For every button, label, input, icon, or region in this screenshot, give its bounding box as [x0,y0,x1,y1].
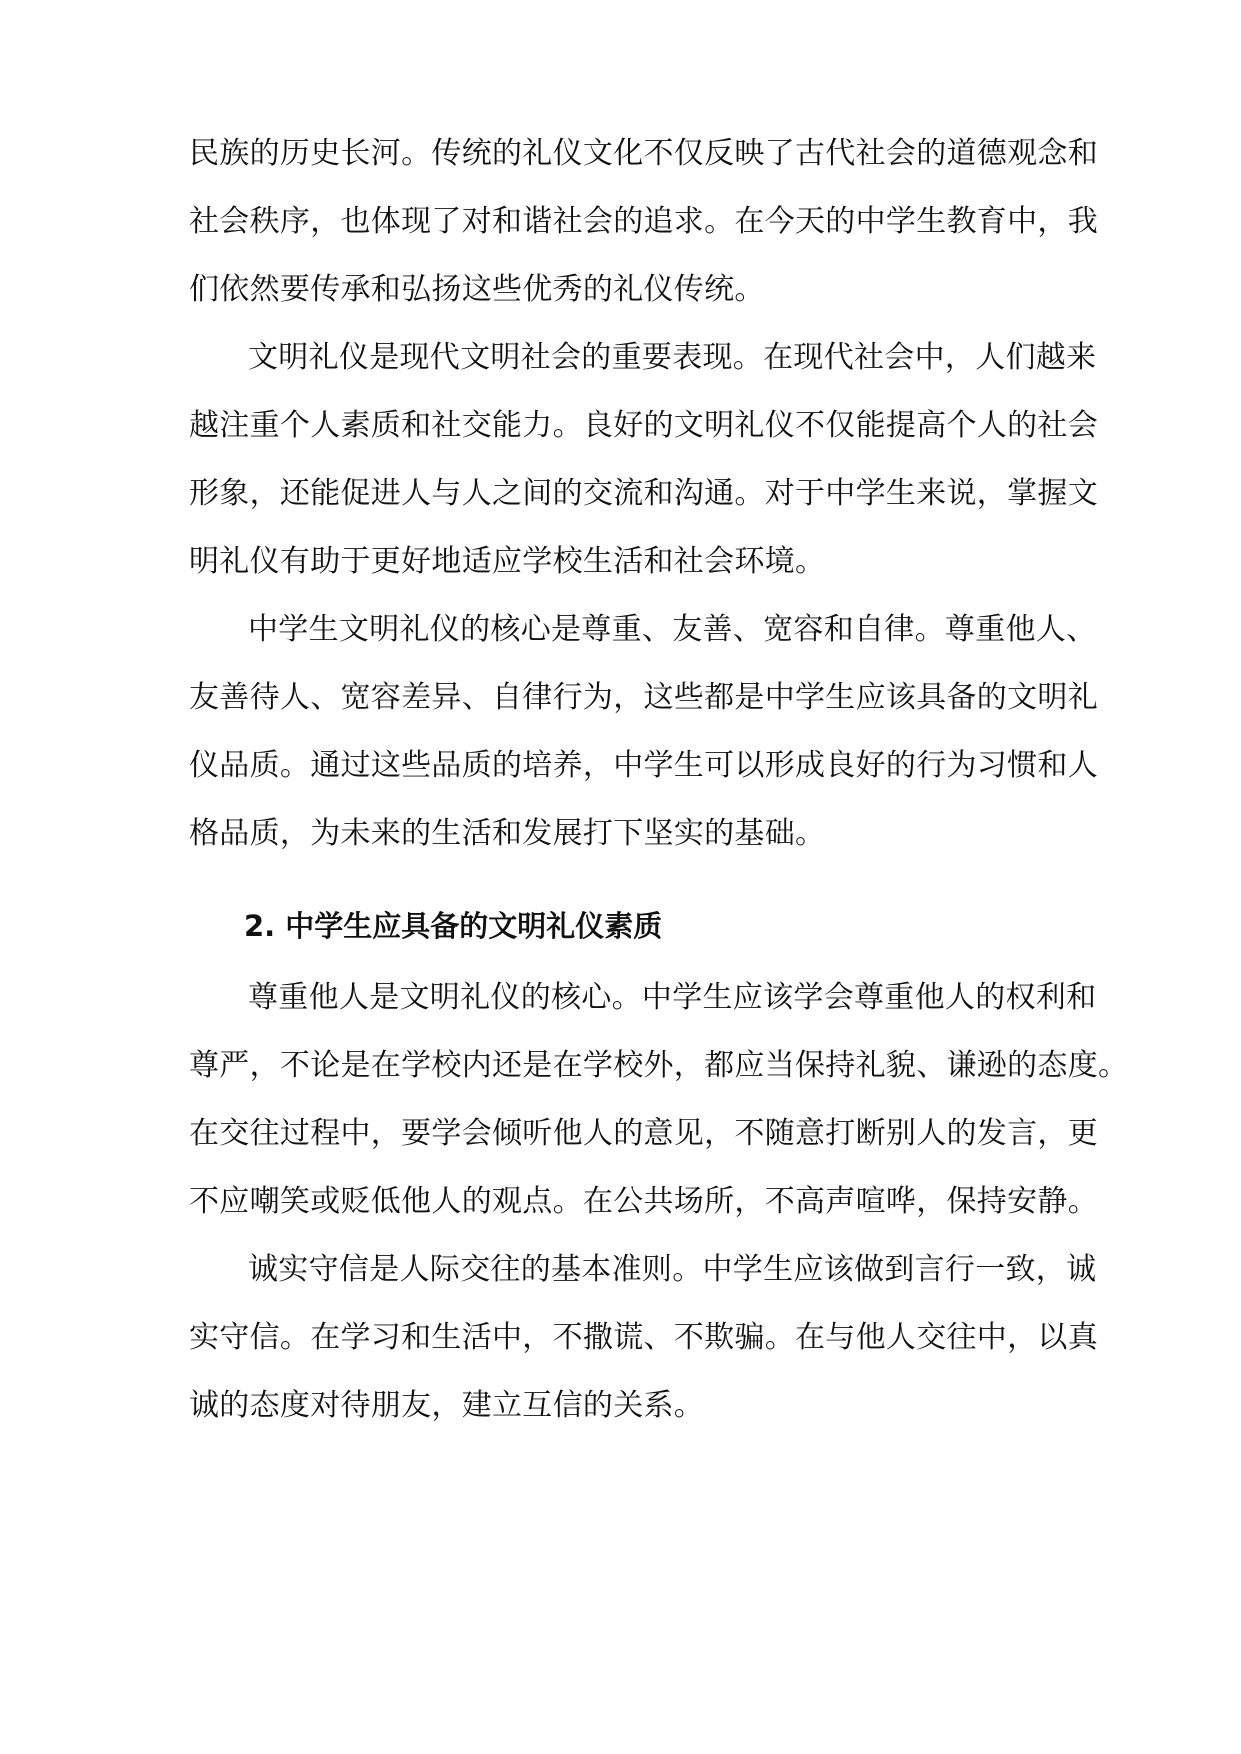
section-paragraph-2-line-1: 诚实守信是人际交往的基本准则。中学生应该做到言行一致，诚 [248,1252,1097,1287]
section-paragraph-1-line-1: 尊重他人是文明礼仪的核心。中学生应该学会尊重他人的权利和 [248,980,1097,1015]
paragraph-1-line-1: 民族的历史长河。传统的礼仪文化不仅反映了古代社会的道德观念和 [189,136,1098,171]
paragraph-3-line-3: 仪品质。通过这些品质的培养，中学生可以形成良好的行为习惯和人 [189,748,1098,783]
paragraph-3-line-2: 友善待人、宽容差异、自律行为，这些都是中学生应该具备的文明礼 [189,680,1098,715]
section-paragraph-2-line-3: 诚的态度对待朋友，建立互信的关系。 [189,1388,705,1423]
section-paragraph-1-line-4: 不应嘲笑或贬低他人的观点。在公共场所，不高声喧哗，保持安静。 [189,1184,1098,1219]
section-paragraph-1-line-3: 在交往过程中，要学会倾听他人的意见，不随意打断别人的发言，更 [189,1116,1098,1151]
paragraph-1-line-3: 们依然要传承和弘扬这些优秀的礼仪传统。 [189,272,765,307]
section-paragraph-1-line-2: 尊严，不论是在学校内还是在学校外，都应当保持礼貌、谦逊的态度。 [189,1048,1129,1083]
section-paragraph-2-line-2: 实守信。在学习和生活中，不撒谎、不欺骗。在与他人交往中，以真 [189,1320,1098,1355]
paragraph-3-line-1: 中学生文明礼仪的核心是尊重、友善、宽容和自律。尊重他人、 [248,612,1097,647]
paragraph-2-line-4: 明礼仪有助于更好地适应学校生活和社会环境。 [189,544,826,579]
paragraph-1-line-2: 社会秩序，也体现了对和谐社会的追求。在今天的中学生教育中，我 [189,204,1098,239]
paragraph-2-line-2: 越注重个人素质和社交能力。良好的文明礼仪不仅能提高个人的社会 [189,408,1098,443]
paragraph-3-line-4: 格品质，为未来的生活和发展打下坚实的基础。 [189,816,826,851]
paragraph-2-line-3: 形象，还能促进人与人之间的交流和沟通。对于中学生来说，掌握文 [189,476,1098,511]
section-heading: 2. 中学生应具备的文明礼仪素质 [244,909,663,943]
paragraph-2-line-1: 文明礼仪是现代文明社会的重要表现。在现代社会中，人们越来 [248,340,1097,375]
